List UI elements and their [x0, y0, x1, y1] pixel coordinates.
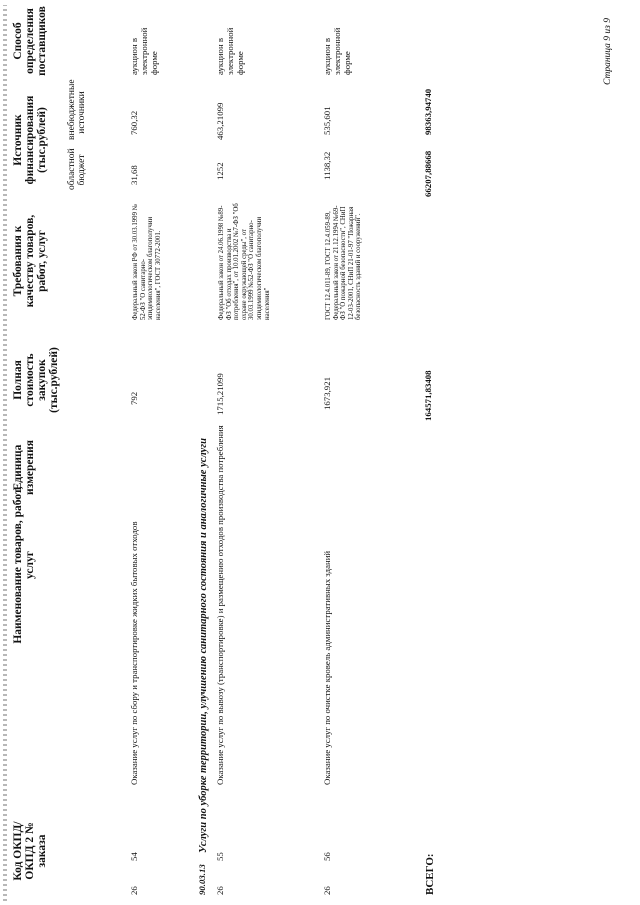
- row1-regional: 31,68: [129, 165, 139, 185]
- header-code: Код ОКПД/ ОКПД 2 № заказа: [12, 821, 49, 881]
- total-cost: 164571,83408: [423, 370, 433, 421]
- header-financing: Источник финансирования (тыс.рублей): [12, 95, 49, 185]
- row3-requirements: ГОСТ 12.4.011-89, ГОСТ 12.4.059-89, Федеральный закон от 21.12.1994 №69-ФЗ "О пожарной безопасности", СНиП 12-03-2001, СНиП 21-01-97 "Пожарная безопасность зданий и сооружений".: [325, 205, 363, 320]
- row1-cost: 792: [129, 391, 139, 405]
- total-label: ВСЕГО:: [424, 853, 436, 895]
- row2-cost: 1715,21099: [215, 373, 225, 415]
- row2-requirements: Федеральный закон от 24.06.1998 №89-ФЗ "Об отходах производства и потребления", от 10.01.2002 №7-ФЗ "Об охране окружающей среды", от 30.03.1999 №52-ФЗ "О санитарно-эпидемиологическом благополучии населения": [218, 203, 271, 320]
- row2-code-b: 55: [215, 852, 225, 861]
- header-unit: Единица измерения: [12, 440, 37, 495]
- row1-code-b: 54: [129, 852, 139, 861]
- row1-requirements: Федеральный закон РФ от 30.03.1999 № 52-ФЗ "О санитарно-эпидемиологическом благополучии населения", ГОСТ 30772-2001.: [132, 203, 162, 320]
- row1-name: Оказание услуг по сбору и транспортировке жидких бытовых отходов: [129, 521, 139, 785]
- header-financing-regional: областной бюджет: [67, 148, 87, 190]
- row2-code-a: 26: [215, 886, 225, 895]
- row3-offbudget: 535,601: [322, 106, 332, 135]
- section-title: Услуги по уборке территории, улучшению санитарного состояния и аналогичные услуги: [198, 437, 209, 853]
- row1-offbudget: 760,32: [129, 110, 139, 135]
- total-regional: 66207,88668: [423, 150, 433, 197]
- row2-regional: 1252: [215, 162, 225, 180]
- row1-code-a: 26: [129, 886, 139, 895]
- row2-offbudget: 463,21099: [215, 102, 225, 140]
- row3-cost: 1673,921: [322, 377, 332, 410]
- row1-method: аукцион в электронной форме: [129, 27, 159, 75]
- row3-name: Оказание услуг по очистке кровель административных зданий: [322, 550, 332, 785]
- scan-artifact-line: [3, 5, 7, 901]
- row3-method: аукцион в электронной форме: [322, 27, 352, 75]
- header-requirements: Требования к качеству товаров, работ, услуг: [12, 214, 49, 308]
- header-cost: Полная стоимость закупок (тыс.рублей): [12, 347, 61, 413]
- row3-code-a: 26: [322, 886, 332, 895]
- section-code: 90.03.13: [197, 864, 207, 895]
- page-number: Страница 9 из 9: [603, 18, 613, 85]
- header-method: Способ определения поставщиков: [12, 6, 49, 76]
- total-offbudget: 98363,94740: [423, 88, 433, 135]
- row2-method: аукцион в электронной форме: [215, 27, 245, 75]
- row2-name: Оказание услуг по вывозу (транспортировке) и размещению отходов производства потребления: [215, 425, 225, 785]
- header-name: Наименование товаров, работ, услуг: [12, 486, 37, 644]
- header-financing-offbudget: внебюджетные источники: [67, 79, 87, 140]
- row3-code-b: 56: [322, 852, 332, 861]
- row3-regional: 1138,32: [322, 151, 332, 180]
